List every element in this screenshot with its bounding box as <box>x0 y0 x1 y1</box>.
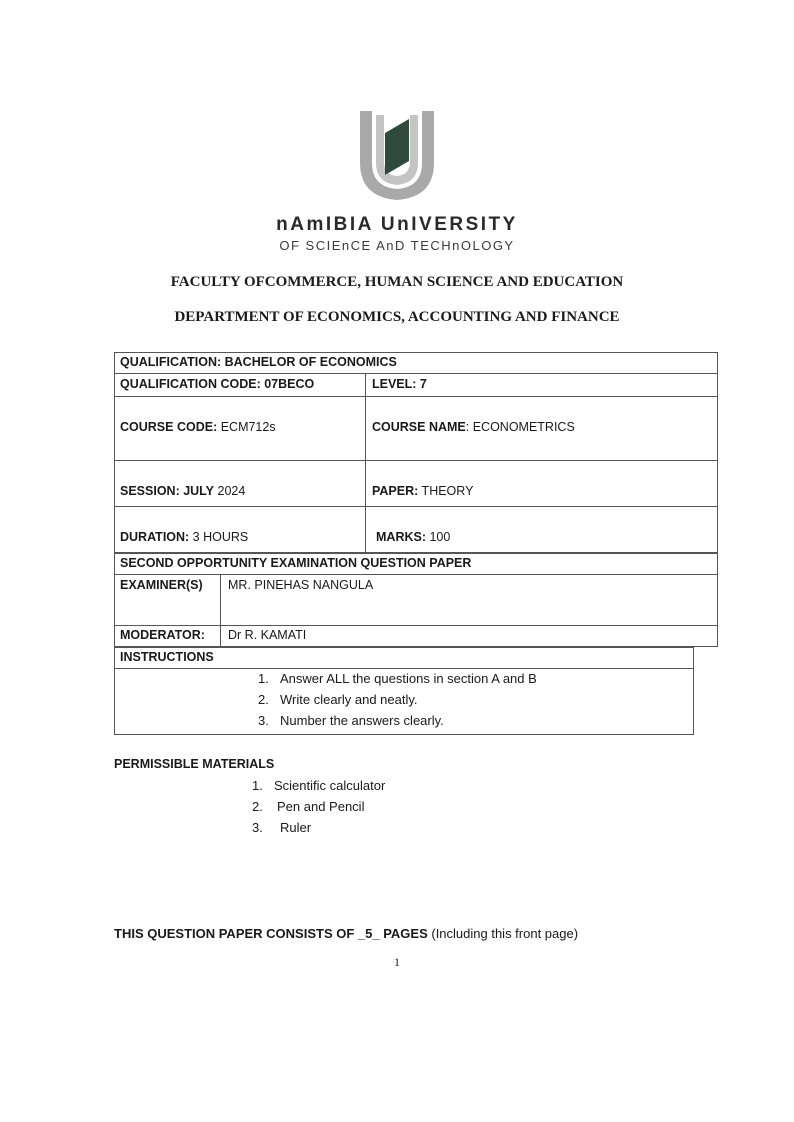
session-cell: SESSION: JULY 2024 <box>120 484 246 498</box>
list-item: 2. Pen and Pencil <box>252 799 365 814</box>
materials-heading: PERMISSIBLE MATERIALS <box>114 757 275 771</box>
list-item: 1. Answer ALL the questions in section A and B <box>258 671 537 686</box>
university-logo <box>352 105 442 205</box>
page-number: 1 <box>394 955 400 969</box>
duration-cell: DURATION: 3 HOURS <box>120 530 249 544</box>
university-subtitle: OF SCIEnCE AnD TECHnOLOGY <box>279 238 515 253</box>
instructions-heading: INSTRUCTIONS <box>120 650 214 664</box>
qualification-cell: QUALIFICATION: BACHELOR OF ECONOMICS <box>120 355 397 369</box>
examiner-label: EXAMINER(S) <box>120 578 203 592</box>
moderator-label: MODERATOR: <box>120 628 205 642</box>
course-name-cell: COURSE NAME: ECONOMETRICS <box>372 420 575 434</box>
list-item: 3. Number the answers clearly. <box>258 713 444 728</box>
level-cell: LEVEL: 7 <box>372 377 427 391</box>
faculty-heading: FACULTY OFCOMMERCE, HUMAN SCIENCE AND EDUCATION <box>170 274 624 290</box>
course-code-cell: COURSE CODE: ECM712s <box>120 420 276 434</box>
list-item: 3. Ruler <box>252 820 312 835</box>
list-item: 2. Write clearly and neatly. <box>258 692 418 707</box>
marks-cell: MARKS: 100 <box>376 530 451 544</box>
examiner-value: MR. PINEHAS NANGULA <box>228 578 374 592</box>
department-heading: DEPARTMENT OF ECONOMICS, ACCOUNTING AND FINANCE <box>174 309 620 325</box>
qualification-code-cell: QUALIFICATION CODE: 07BECO <box>120 377 315 391</box>
exam-title: SECOND OPPORTUNITY EXAMINATION QUESTION PAPER <box>120 556 472 570</box>
university-name: nAmIBIA UnIVERSITY <box>276 214 518 235</box>
paper-cell: PAPER: THEORY <box>372 484 474 498</box>
list-item: 1. Scientific calculator <box>252 778 386 793</box>
instructions-list <box>258 671 537 734</box>
materials-list <box>252 778 385 841</box>
pages-note: THIS QUESTION PAPER CONSISTS OF _5_ PAGES (Including this front page) <box>114 926 579 941</box>
moderator-value: Dr R. KAMATI <box>228 628 307 642</box>
